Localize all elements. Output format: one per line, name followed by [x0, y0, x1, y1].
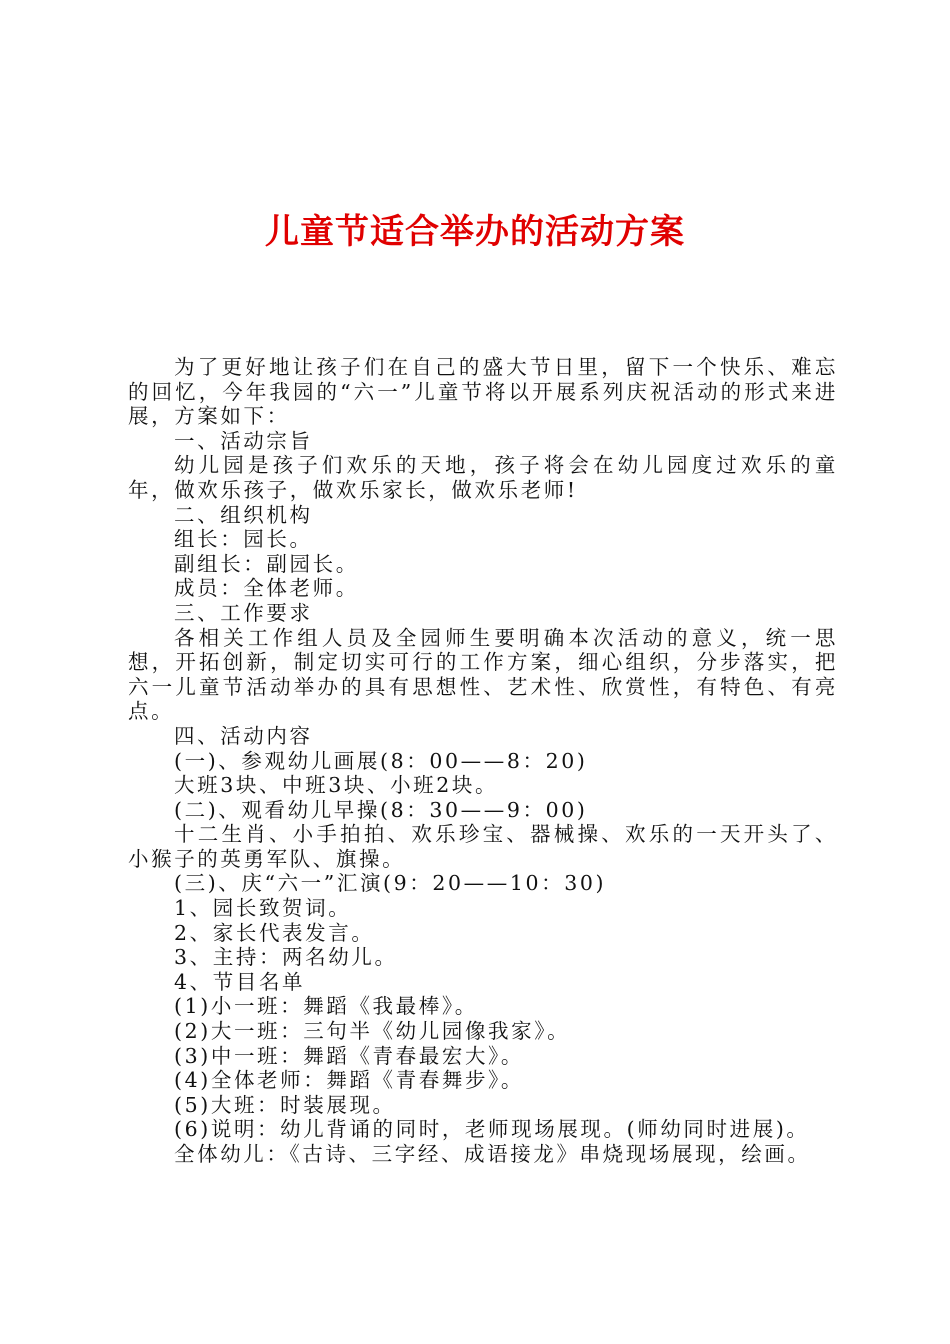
- program-item: (1)小一班：舞蹈《我最棒》。: [174, 994, 478, 1019]
- document-title: 儿童节适合举办的活动方案: [265, 212, 685, 252]
- line-exhibition-boards: 大班3块、中班3块、小班2块。: [174, 773, 499, 798]
- paragraph-exercise-list: 十二生肖、小手拍拍、欢乐珍宝、器械操、欢乐的一天开头了、小猴子的英勇军队、旗操。: [128, 822, 838, 871]
- program-item: 全体幼儿：《古诗、三字经、成语接龙》串烧现场展现，绘画。: [174, 1142, 811, 1166]
- program-item: (2)大一班：三句半《幼儿园像我家》。: [174, 1019, 571, 1044]
- paragraph-purpose: 幼儿园是孩子们欢乐的天地，孩子将会在幼儿园度过欢乐的童年，做欢乐孩子，做欢乐家长，做欢乐老师!: [128, 453, 838, 502]
- line-members: 成员：全体老师。: [174, 576, 359, 601]
- document-body: [128, 355, 838, 1167]
- item-morning-exercise: (二)、观看幼儿早操(8：30——9：00): [174, 797, 588, 822]
- item-art-exhibition: (一)、参观幼儿画展(8：00——8：20): [174, 748, 588, 773]
- paragraph-intro: 为了更好地让孩子们在自己的盛大节日里，留下一个快乐、难忘的回忆，今年我园的“六一”儿童节将以开展系列庆祝活动的形式来进展，方案如下：: [128, 355, 838, 429]
- list-item: 2、家长代表发言。: [174, 920, 375, 945]
- heading-activity-content: 四、活动内容: [174, 723, 313, 748]
- paragraph-requirements: 各相关工作组人员及全园师生要明确本次活动的意义，统一思想，开拓创新，制定切实可行的工作方案，细心组织，分步落实，把六一儿童节活动举办的具有思想性、艺术性、欣赏性，有特色、有亮点。: [128, 625, 838, 724]
- program-item: (3)中一班：舞蹈《青春最宏大》。: [174, 1043, 524, 1068]
- heading-activity-purpose: 一、活动宗旨: [174, 428, 313, 453]
- list-item: 3、主持：两名幼儿。: [174, 945, 398, 970]
- heading-work-requirements: 三、工作要求: [174, 600, 313, 625]
- line-deputy-leader: 副组长：副园长。: [174, 551, 359, 576]
- heading-organization: 二、组织机构: [174, 502, 313, 527]
- list-item: 4、节目名单: [174, 969, 306, 994]
- list-item: 1、园长致贺词。: [174, 896, 352, 921]
- line-group-leader: 组长：园长。: [174, 527, 313, 552]
- program-item: (4)全体老师：舞蹈《青春舞步》。: [174, 1068, 524, 1093]
- item-performance: (三)、庆“六一”汇演(9：20——10：30): [174, 871, 607, 896]
- program-item: (6)说明：幼儿背诵的同时，老师现场展现。(师幼同时进展)。: [174, 1117, 810, 1142]
- program-item: (5)大班：时装展现。: [174, 1092, 396, 1117]
